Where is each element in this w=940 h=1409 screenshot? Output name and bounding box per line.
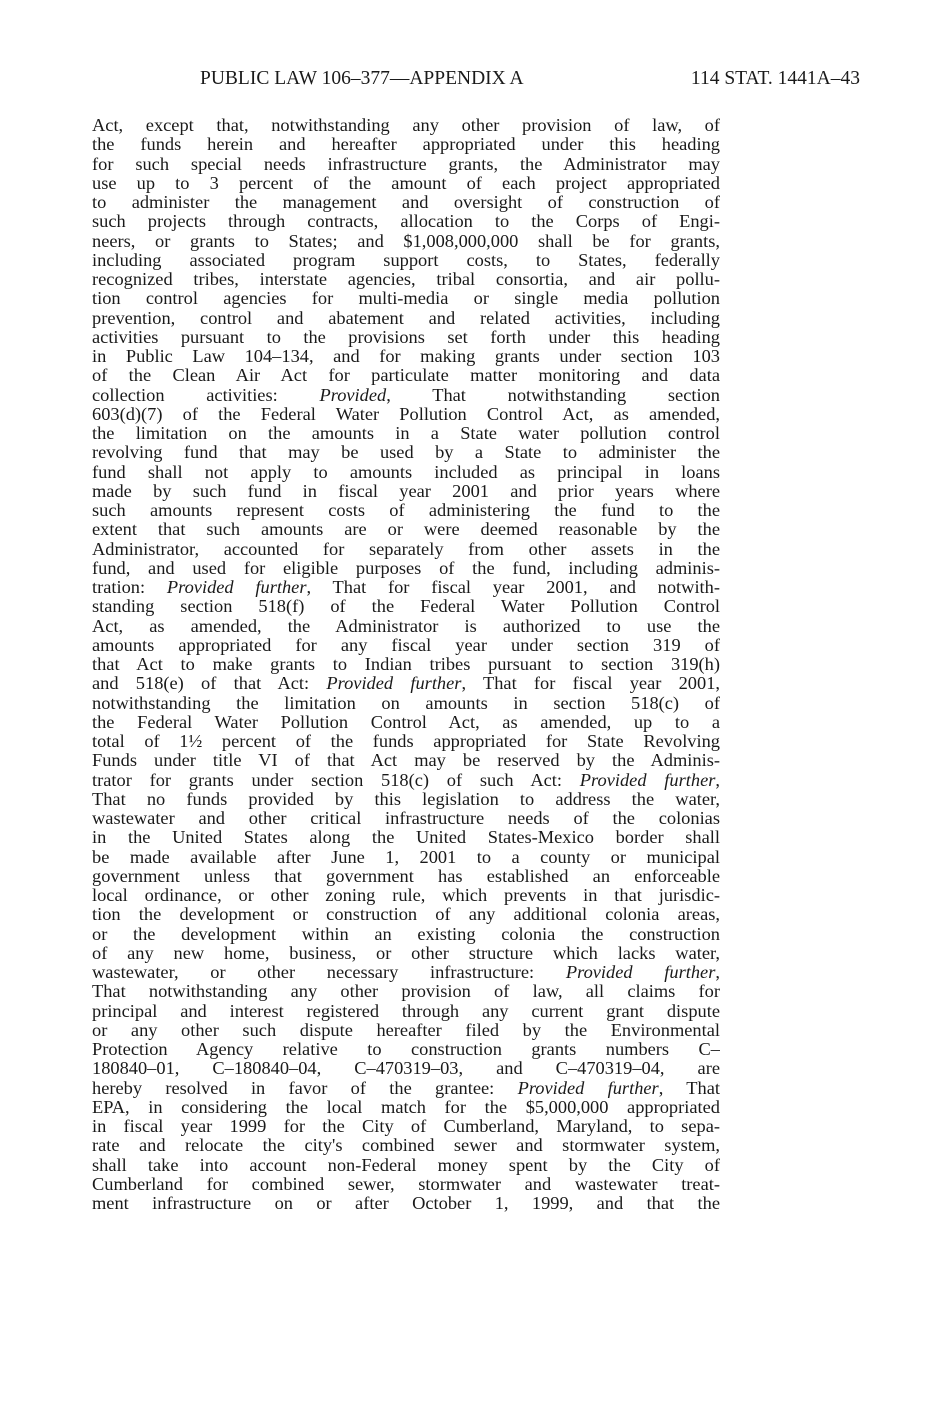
text-line: [92, 1156, 720, 1175]
line-text: tration:: [92, 578, 167, 597]
italic-text: Provided further: [517, 1078, 659, 1098]
line-text: wastewater, or other necessary infrastructure:: [92, 963, 566, 982]
line-text: 180840–01, C–180840–04, C–470319–03, and C–470319–04, are: [92, 1059, 720, 1079]
line-text: Administrator, accounted for separately from other assets in the: [92, 539, 720, 559]
statute-citation: 114 STAT. 1441A–43: [690, 68, 860, 89]
text-line: [92, 251, 720, 270]
text-line: [92, 1040, 720, 1059]
text-line: [92, 463, 720, 482]
line-text: ,: [715, 770, 720, 790]
text-line: [92, 617, 720, 636]
line-text: to administer the management and oversight of construction of: [92, 193, 720, 212]
line-text: hereby resolved in favor of the grantee:: [92, 1078, 518, 1098]
text-line: [92, 1021, 720, 1040]
line-text: such amounts represent costs of administering the fund to the: [92, 501, 720, 520]
line-text: 603(d)(7) of the Federal Water Pollution Control Act, as amended,: [92, 404, 720, 424]
text-line: [92, 405, 720, 424]
text-line: [92, 674, 720, 693]
line-text: in Public Law 104–134, and for making grants under section 103: [92, 347, 720, 366]
line-text: notwithstanding the limitation on amounts in section 518(c) of: [92, 693, 720, 713]
text-line: [92, 289, 720, 308]
text-line: [92, 540, 720, 559]
body-text: [92, 116, 720, 1213]
text-line: [92, 386, 720, 405]
text-line: [92, 424, 720, 443]
text-line: [92, 732, 720, 751]
line-text: extent that such amounts are or were deemed reasonable by the: [92, 520, 720, 540]
text-line: [92, 1194, 720, 1213]
text-line: [92, 328, 720, 347]
line-text: amounts appropriated for any fiscal year under section 319 of: [92, 635, 720, 655]
text-line: [92, 135, 720, 154]
text-line: [92, 443, 720, 462]
line-text: that Act to make grants to Indian tribes pursuant to section 319(h): [92, 655, 720, 674]
line-text: activities pursuant to the provisions set forth under this heading: [92, 327, 720, 347]
line-text: Funds under title VI of that Act may be reserved by the Adminis-: [92, 751, 720, 771]
line-text: and 518(e) of that Act:: [92, 674, 327, 694]
line-text: That no funds provided by this legislation to address the water,: [92, 789, 720, 809]
line-text: tion control agencies for multi-media or single media pollution: [92, 289, 720, 309]
text-line: [92, 578, 720, 597]
line-text: including associated program support costs, to States, federally: [92, 250, 720, 270]
line-text: , That for fiscal year 2001,: [461, 674, 720, 694]
text-line: [92, 501, 720, 520]
text-line: [92, 925, 720, 944]
line-text: neers, or grants to States; and $1,008,000,000 shall be for grants,: [92, 231, 720, 251]
text-line: [92, 809, 720, 828]
running-head: [200, 68, 860, 94]
text-line: [92, 1002, 720, 1021]
line-text: shall take into account non-Federal money spent by the City of: [92, 1155, 720, 1175]
line-text: revolving fund that may be used by a State to administer the: [92, 443, 720, 463]
line-text: or the development within an existing colonia the construction: [92, 924, 720, 944]
italic-text: Provided: [319, 385, 387, 405]
text-line: [92, 366, 720, 385]
line-text: use up to 3 percent of the amount of each project appropriated: [92, 173, 720, 193]
line-text: for such special needs infrastructure grants, the Administrator may: [92, 154, 720, 174]
text-line: [92, 116, 720, 135]
text-line: [92, 848, 720, 867]
line-text: recognized tribes, interstate agencies, tribal consortia, and air pollu-: [92, 270, 720, 289]
line-text: fund, and used for eligible purposes of the fund, including adminis-: [92, 558, 720, 578]
text-line: [92, 559, 720, 578]
text-line: [92, 867, 720, 886]
text-line: [92, 597, 720, 616]
line-text: ,: [715, 963, 720, 982]
text-line: [92, 1136, 720, 1155]
text-line: [92, 270, 720, 289]
text-line: [92, 309, 720, 328]
line-text: ment infrastructure on or after October 1, 1999, and that the: [92, 1194, 720, 1213]
text-line: [92, 713, 720, 732]
text-line: [92, 771, 720, 790]
line-text: , That: [658, 1078, 720, 1098]
text-line: [92, 886, 720, 905]
line-text: wastewater and other critical infrastructure needs of the colonias: [92, 809, 720, 828]
line-text: Act, as amended, the Administrator is authorized to use the: [92, 616, 720, 636]
line-text: total of 1½ percent of the funds appropriated for State Revolving: [92, 732, 720, 751]
line-text: such projects through contracts, allocation to the Corps of Engi-: [92, 212, 720, 232]
line-text: the Federal Water Pollution Control Act, as amended, up to a: [92, 712, 720, 732]
italic-text: Provided further: [565, 963, 716, 982]
text-line: [92, 790, 720, 809]
line-text: government unless that government has established an enforceable: [92, 866, 720, 886]
text-line: [92, 982, 720, 1001]
line-text: trator for grants under section 518(c) of such Act:: [92, 770, 580, 790]
italic-text: Provided further: [326, 674, 462, 694]
line-text: That notwithstanding any other provision of law, all claims for: [92, 982, 720, 1002]
line-text: Protection Agency relative to construction grants numbers C–: [92, 1040, 720, 1059]
text-line: [92, 694, 720, 713]
line-text: the limitation on the amounts in a State water pollution control: [92, 424, 720, 443]
line-text: rate and relocate the city's combined sewer and stormwater system,: [92, 1136, 720, 1156]
line-text: the funds herein and hereafter appropriated under this heading: [92, 135, 720, 155]
line-text: , That notwithstanding section: [386, 385, 720, 405]
italic-text: Provided further: [166, 578, 307, 597]
line-text: fund shall not apply to amounts included as principal in loans: [92, 462, 720, 482]
text-line: [92, 963, 720, 982]
text-line: [92, 636, 720, 655]
text-line: [92, 520, 720, 539]
text-line: [92, 347, 720, 366]
line-text: tion the development or construction of any additional colonia areas,: [92, 905, 720, 925]
line-text: in fiscal year 1999 for the City of Cumberland, Maryland, to sepa-: [92, 1117, 720, 1136]
text-line: [92, 655, 720, 674]
text-line: [92, 1079, 720, 1098]
text-line: [92, 174, 720, 193]
line-text: be made available after June 1, 2001 to a county or municipal: [92, 847, 720, 867]
line-text: or any other such dispute hereafter filed by the Environmental: [92, 1020, 720, 1040]
text-line: [92, 193, 720, 212]
line-text: principal and interest registered through any current grant dispute: [92, 1001, 720, 1021]
text-line: [92, 482, 720, 501]
text-line: [92, 1059, 720, 1078]
text-line: [92, 905, 720, 924]
line-text: collection activities:: [92, 385, 320, 405]
line-text: EPA, in considering the local match for the $5,000,000 appropriated: [92, 1097, 720, 1117]
line-text: Act, except that, notwithstanding any other provision of law, of: [92, 116, 720, 135]
text-line: [92, 1175, 720, 1194]
text-line: [92, 1098, 720, 1117]
line-text: of any new home, business, or other structure which lacks water,: [92, 943, 720, 963]
line-text: , That for fiscal year 2001, and notwith-: [306, 578, 720, 597]
line-text: Cumberland for combined sewer, stormwater and wastewater treat-: [92, 1174, 720, 1194]
law-title: PUBLIC LAW 106–377—APPENDIX A: [200, 68, 524, 89]
line-text: of the Clean Air Act for particulate matter monitoring and data: [92, 366, 720, 386]
text-line: [92, 944, 720, 963]
line-text: made by such fund in fiscal year 2001 and prior years where: [92, 481, 720, 501]
text-line: [92, 155, 720, 174]
line-text: prevention, control and abatement and related activities, including: [92, 308, 720, 328]
line-text: local ordinance, or other zoning rule, which prevents in that jurisdic-: [92, 886, 720, 905]
text-line: [92, 212, 720, 231]
line-text: standing section 518(f) of the Federal Water Pollution Control: [92, 597, 720, 617]
text-line: [92, 232, 720, 251]
text-line: [92, 828, 720, 847]
italic-text: Provided further: [579, 770, 716, 790]
text-line: [92, 1117, 720, 1136]
line-text: in the United States along the United States-Mexico border shall: [92, 828, 720, 848]
text-line: [92, 751, 720, 770]
